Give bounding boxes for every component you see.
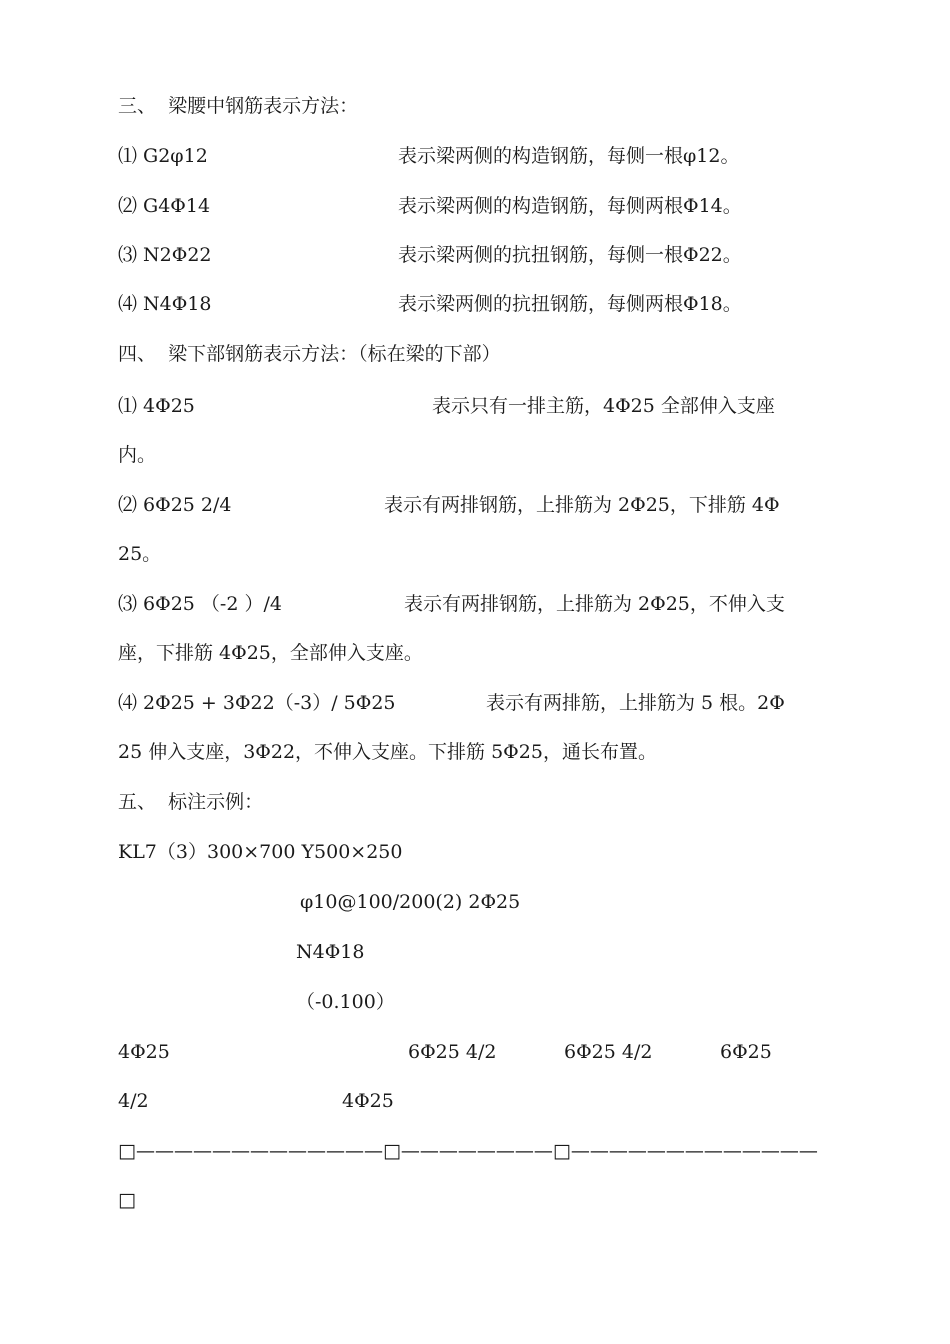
section5-heading: 五、 标注示例： [118, 791, 264, 813]
s4-item4-cont: 25 伸入支座，3Φ22，不伸入支座。下排筋 5Φ25，通长布置。 [118, 741, 657, 763]
bottom-bar-1: 4Φ25 [118, 1041, 170, 1063]
beam-diagram-end: □ [118, 1189, 136, 1211]
s3-item3-desc: 表示梁两侧的抗扭钢筋，每侧一根Φ22。 [398, 244, 742, 266]
s3-item1-desc: 表示梁两侧的构造钢筋，每侧一根φ12。 [398, 145, 740, 167]
s3-item1-code: ⑴ G2φ12 [118, 145, 208, 167]
elevation-notation: （-0.100） [296, 991, 395, 1013]
section4-heading: 四、 梁下部钢筋表示方法：（标在梁的下部） [118, 343, 501, 365]
s4-item2-desc: 表示有两排钢筋，上排筋为 2Φ25，下排筋 4Φ [384, 494, 780, 516]
s4-item1-desc: 表示只有一排主筋，4Φ25 全部伸入支座 [432, 395, 775, 417]
bottom-bar-5: 4Φ25 [342, 1090, 394, 1112]
s4-item3-desc: 表示有两排钢筋，上排筋为 2Φ25，不伸入支 [404, 593, 785, 615]
bottom-bar-4: 6Φ25 [720, 1041, 772, 1063]
s3-item4-code: ⑷ N4Φ18 [118, 293, 212, 315]
s4-item2-code: ⑵ 6Φ25 2/4 [118, 494, 232, 516]
s3-item4-desc: 表示梁两侧的抗扭钢筋，每侧两根Φ18。 [398, 293, 742, 315]
torsion-notation: N4Φ18 [296, 941, 365, 963]
stirrup-notation: φ10@100/200(2) 2Φ25 [300, 891, 521, 913]
s3-item2-code: ⑵ G4Φ14 [118, 195, 211, 217]
s3-item2-desc: 表示梁两侧的构造钢筋，每侧两根Φ14。 [398, 195, 742, 217]
s4-item3-cont: 座，下排筋 4Φ25，全部伸入支座。 [118, 642, 423, 664]
s4-item2-cont: 25。 [118, 543, 162, 565]
bottom-bar-3: 6Φ25 4/2 [564, 1041, 653, 1063]
s4-item1-code: ⑴ 4Φ25 [118, 395, 195, 417]
bottom-bar-4-cont: 4/2 [118, 1090, 149, 1112]
beam-label: KL7（3）300×700 Y500×250 [118, 841, 403, 863]
section3-heading: 三、 梁腰中钢筋表示方法： [118, 95, 359, 117]
s4-item4-code: ⑷ 2Φ25 + 3Φ22（-3）/ 5Φ25 [118, 692, 396, 714]
s4-item4-desc: 表示有两排筋，上排筋为 5 根。2Φ [486, 692, 785, 714]
s4-item1-cont: 内。 [118, 444, 157, 466]
bottom-bar-2: 6Φ25 4/2 [408, 1041, 497, 1063]
beam-diagram-line: □—————————————□————————□————————————— [118, 1140, 818, 1162]
s3-item3-code: ⑶ N2Φ22 [118, 244, 212, 266]
s4-item3-code: ⑶ 6Φ25 （-2 ）/4 [118, 593, 282, 615]
